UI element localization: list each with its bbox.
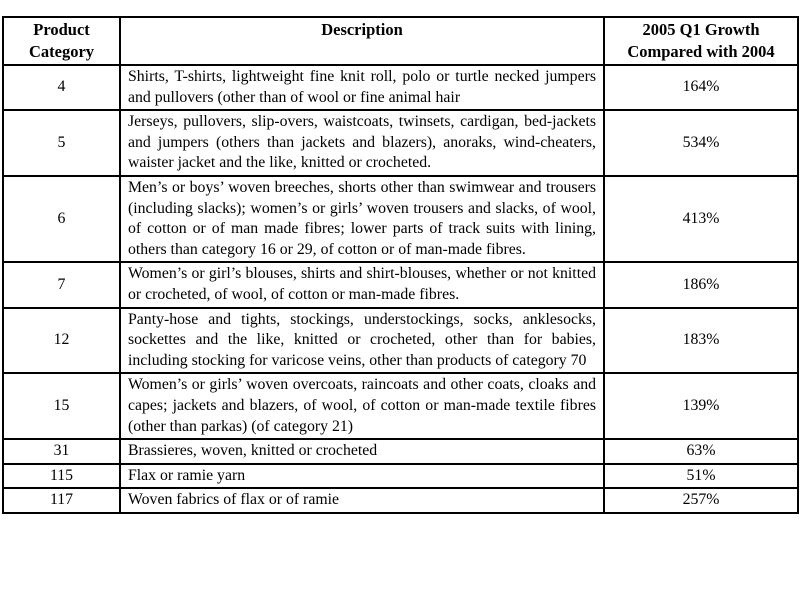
growth-cell: 139% <box>604 373 798 439</box>
header-description: Description <box>120 17 604 65</box>
description-cell: Brassieres, woven, knitted or crocheted <box>120 439 604 464</box>
product-category-cell: 15 <box>3 373 120 439</box>
table-row <box>3 464 798 489</box>
table-row <box>3 373 798 439</box>
table-row <box>3 176 798 262</box>
description-cell: Woven fabrics of flax or of ramie <box>120 488 604 513</box>
description-cell: Shirts, T-shirts, lightweight fine knit roll, polo or turtle necked jumpers and pullovers (other than of wool or fine animal hair <box>120 65 604 110</box>
growth-cell: 183% <box>604 308 798 374</box>
product-category-cell: 12 <box>3 308 120 374</box>
description-cell: Flax or ramie yarn <box>120 464 604 489</box>
table-row <box>3 262 798 307</box>
product-category-cell: 4 <box>3 65 120 110</box>
table-row <box>3 65 798 110</box>
growth-cell: 257% <box>604 488 798 513</box>
growth-cell: 63% <box>604 439 798 464</box>
growth-cell: 51% <box>604 464 798 489</box>
header-row <box>3 17 798 65</box>
product-growth-table <box>2 16 799 514</box>
product-category-cell: 117 <box>3 488 120 513</box>
table-row <box>3 488 798 513</box>
product-category-cell: 115 <box>3 464 120 489</box>
growth-cell: 534% <box>604 110 798 176</box>
description-cell: Panty-hose and tights, stockings, understockings, socks, anklesocks, sockettes and the like, knitted or crocheted, other than for babies, including stocking for varicose veins, other than products of category 70 <box>120 308 604 374</box>
product-category-cell: 6 <box>3 176 120 262</box>
product-category-cell: 5 <box>3 110 120 176</box>
description-cell: Men’s or boys’ woven breeches, shorts other than swimwear and trousers (including slacks); women’s or girls’ woven trousers and slacks, of wool, of cotton or of man made fibres; lower parts of track suits with lining, others than category 16 or 29, of cotton or of man-made fibres. <box>120 176 604 262</box>
product-category-cell: 7 <box>3 262 120 307</box>
growth-cell: 186% <box>604 262 798 307</box>
header-product-category: Product Category <box>3 17 120 65</box>
table-row <box>3 308 798 374</box>
header-growth: 2005 Q1 Growth Compared with 2004 <box>604 17 798 65</box>
description-cell: Women’s or girls’ woven overcoats, raincoats and other coats, cloaks and capes; jackets and blazers, of wool, of cotton or man-made textile fibres (other than parkas) (of category 21) <box>120 373 604 439</box>
table-row <box>3 439 798 464</box>
description-cell: Women’s or girl’s blouses, shirts and shirt-blouses, whether or not knitted or crocheted, of wool, of cotton or man-made fibres. <box>120 262 604 307</box>
growth-cell: 413% <box>604 176 798 262</box>
growth-cell: 164% <box>604 65 798 110</box>
description-cell: Jerseys, pullovers, slip-overs, waistcoats, twinsets, cardigan, bed-jackets and jumpers (others than jackets and blazers), anoraks, wind-cheaters, waister jacket and the like, knitted or crocheted. <box>120 110 604 176</box>
table-row <box>3 110 798 176</box>
product-category-cell: 31 <box>3 439 120 464</box>
